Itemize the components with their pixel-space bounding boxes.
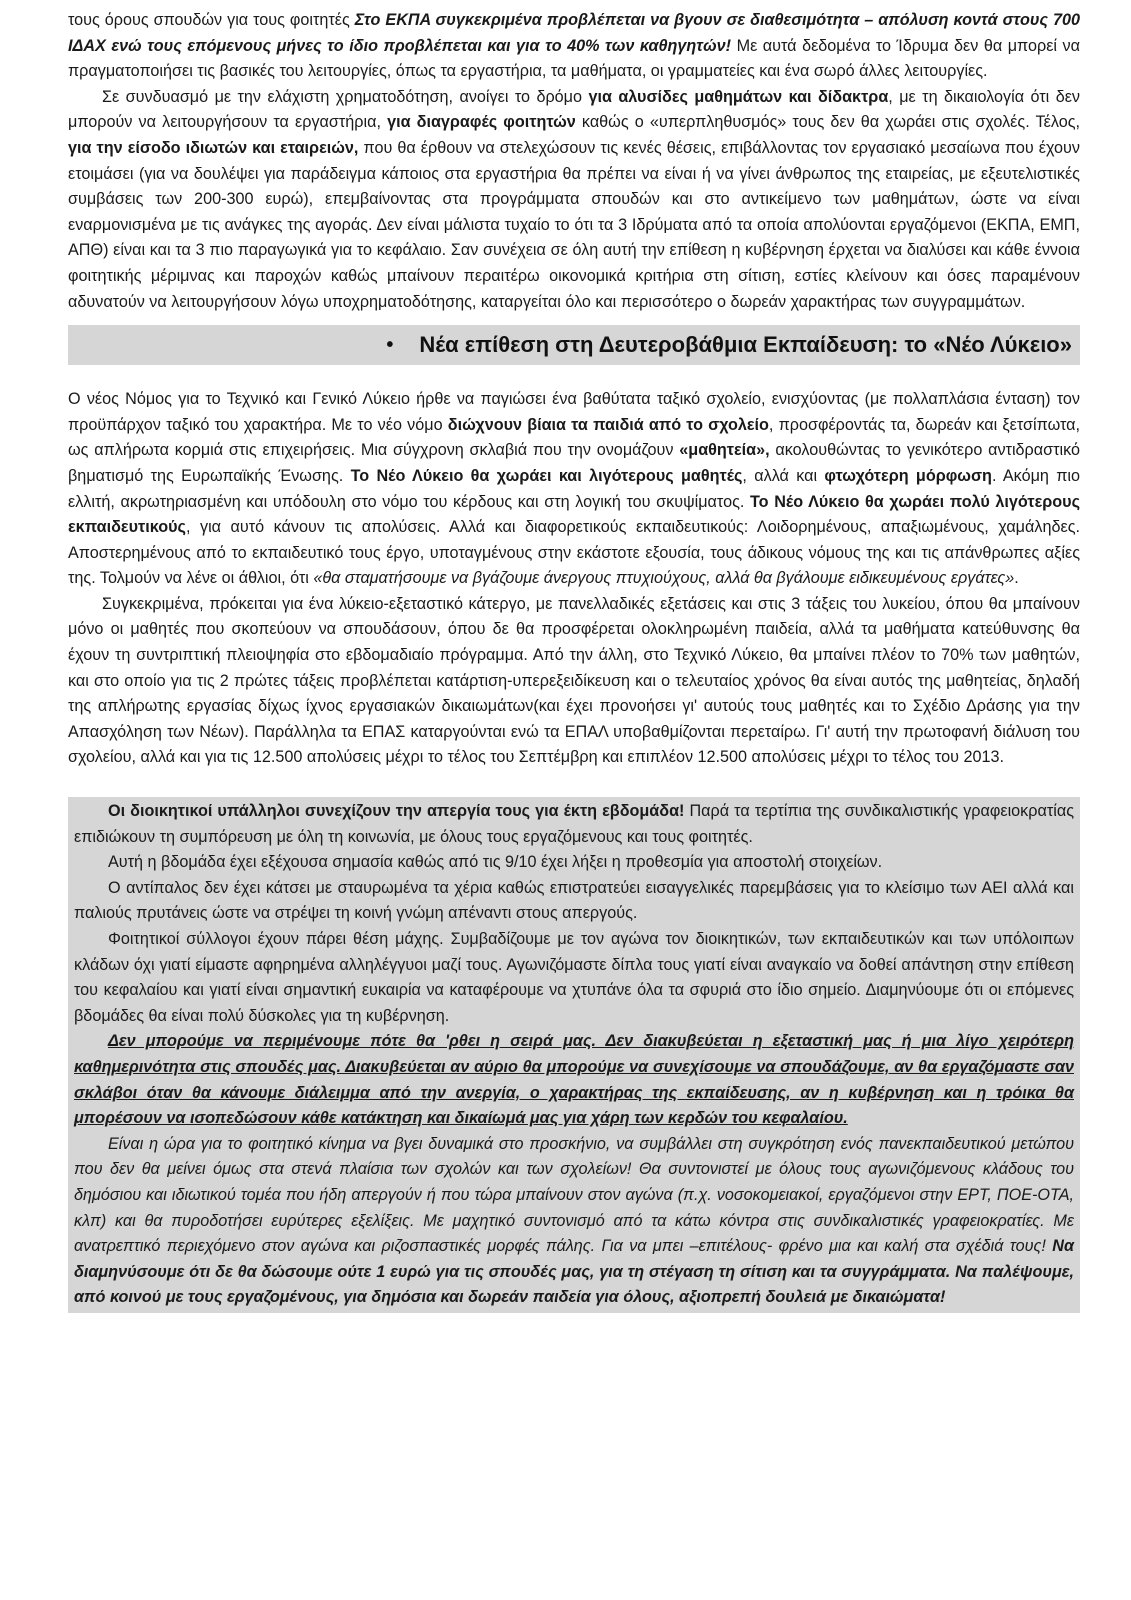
text-run: Συγκεκριμένα, πρόκειται για ένα λύκειο-εξεταστικό κάτεργο, με πανελλαδικές εξετάσεις και στις 3 τάξεις του λυκείου, όπου θα μπαίνουν μόνο οι μαθητές που σκοπεύουν να σπουδάσουν, όπου δε θα προσφέρεται ολοκληρωμένη παιδεία, αλλά τα μαθήματα κατεύθυνσης θα έχουν τη συντριπτική πλειοψηφία στο εβδομαδιαίο πρόγραμμα. Από την άλλη, στο Τεχνικό Λύκειο, θα μπαίνει πλέον το 70% των μαθητών, και στο οποίο για τις 2 πρώτες τάξεις προβλέπεται κατάρτιση-υπερεξειδίκευση και ο τελευταίος χρόνος θα είναι αυτός της μαθητείας, δηλαδή της απλήρωτης εργασίας δίχως ίχνος εργασιακών δικαιωμάτων(και έχει προνοήσει γι' αυτούς τους μαθητές και το Σχέδιο Δράσης για την Απασχόληση των Νέων). Παράλληλα τα ΕΠΑΣ καταργούνται ενώ τα ΕΠΑΛ υποβαθμίζονται περεταίρω. Γι' αυτή την πρωτοφανή διάλυση του σχολείου, αλλά και για τις 12.500 απολύσεις μέχρι το τέλος του Σεπτέμβρη και επιπλέον 12.500 απολύσεις μέχρι το τέλος του 2013. — [68, 594, 1080, 767]
text-run: Ο αντίπαλος δεν έχει κάτσει με σταυρωμένα τα χέρια καθώς επιστρατεύει εισαγγελικές παρεμβάσεις για το κλείσιμο των ΑΕΙ αλλά και παλιούς πρυτάνεις ώστε να στρέψει τη κοινή γνώμη απέναντι στους απεργούς. — [74, 878, 1074, 923]
text-run: Ο νέος Νόμος για το Τεχνικό και Γενικό Λύκειο ήρθε να παγιώσει ένα βαθύτατα ταξικό σχολείο, ενισχύοντας (με πολλαπλάσια ένταση) τον προϋπάρχον ταξικό του χαρακτήρα. Με το νέο νόμο — [68, 390, 1080, 434]
section-secondary-education — [68, 387, 1080, 771]
paragraph — [74, 927, 1074, 1029]
text-run: , με τη δικαιολογία ότι δεν μπορούν να λειτουργήσουν τα εργαστήρια, — [68, 87, 1081, 132]
paragraph — [68, 387, 1080, 592]
text-run: Παρά τα τερτίπια της συνδικαλιστικής γραφειοκρατίας επιδιώκουν τη συμπόρευση με όλη τη κοινωνία, με όλους τους εργαζόμενους και τους φοιτητές. — [74, 802, 1074, 846]
paragraph — [74, 1029, 1074, 1131]
text-run: , προσφέροντάς τα, δωρεάν και ξετσίπωτα, ως απλήρωτα κορμιά στις επιχειρήσεις. Μια σύγχρονη σκλαβιά που την ονομάζουν — [68, 415, 1080, 460]
text-run: . Ακόμη πιο ελλιτή, ακρωτηριασμένη και υπόδουλη στο νόμο του κέρδους και στη λογική του σκυψίματος. — [68, 466, 1080, 511]
section-heading — [68, 325, 1080, 365]
text-run: που θα έρθουν να στελεχώσουν τις κενές θέσεις, επιβάλλοντας τον εργασιακό μεσαίωνα που έχουν ετοιμάσει (για να δουλέψει για παράδειγμα κάποιος στα εργαστήρια θα πρέπει να είναι ή να γίνει άνθρωπος της εταιρείας, με εξευτελιστικές συμβάσεις των 200-300 ευρώ), επεμβαίνοντας στα προγράμματα σπουδών και στο αντικείμενο των μαθημάτων, ώστε να είναι εναρμονισμένα με τις ανάγκες της αγοράς. Δεν είναι μάλιστα τυχαίο το ότι τα 3 Ιδρύματα από τα οποία απολύονται εργαζόμενοι (ΕΚΠΑ, ΕΜΠ, ΑΠΘ) είναι και τα 3 πιο παραγωγικά για το κεφάλαιο. Σαν συνέχεια σε όλη αυτή την επίθεση η κυβέρνηση έρχεται να διαλύσει και κάθε έννοια φοιτητικής μέριμνας και παροχών καθώς μπαίνουν περαιτέρω οικονομικά κριτήρια στη σίτιση, εστίες κλείνουν και όσες παραμένουν αδυνατούν να λειτουργήσουν λόγω υποχρηματοδότησης, καταργείται όλο και περισσότερο ο δωρεάν χαρακτήρας των συγγραμμάτων. — [68, 138, 1080, 311]
text-run: για διαγραφές φοιτητών — [387, 113, 576, 132]
text-run: διώχνουν βίαια τα παιδιά από το σχολείο — [447, 415, 769, 434]
text-run: «μαθητεία», — [679, 441, 770, 460]
text-run: «θα σταματήσουμε να βγάζουμε άνεργους πτυχιούχους, αλλά θα βγάλουμε ειδικευμένους εργάτες» — [313, 569, 1015, 588]
text-run: για την είσοδο ιδιωτών και εταιρειών, — [68, 138, 359, 157]
highlight-box — [68, 797, 1080, 1313]
text-run: Σε συνδυασμό με την ελάχιστη χρηματοδότηση, ανοίγει το δρόμο — [102, 87, 589, 106]
text-run: Φοιτητικοί σύλλογοι έχουν πάρει θέση μάχης. Συμβαδίζουμε με τον αγώνα τον διοικητικών, των εκπαιδευτικών και των υπόλοιπων κλάδων όχι γιατί είμαστε αφηρημένα αλληλέγγυοι μαζί τους. Αγωνιζόμαστε δίπλα τους γιατί είναι αναγκαίο να δοθεί απάντηση στην επίθεση του κεφαλαίου και γιατί είναι σημαντική ευκαιρία να καταφέρουμε να χτυπάνε όλα τα σφυριά στο ίδιο σημείο. Διαμηνύουμε ότι οι επόμενες βδομάδες θα είναι πολύ δύσκολες για τη κυβέρνηση. — [74, 930, 1074, 1025]
text-run: , αλλά και — [742, 466, 825, 485]
paragraph — [74, 1132, 1074, 1311]
heading-title: Νέα επίθεση στη Δευτεροβάθμια Εκπαίδευση: το «Νέο Λύκειο» — [419, 332, 1072, 358]
text-run: Αυτή η βδομάδα έχει εξέχουσα σημασία καθώς από τις 9/10 έχει λήξει η προθεσμία για αποστολή στοιχείων. — [108, 853, 883, 872]
text-run: Οι διοικητικοί υπάλληλοι συνεχίζουν την απεργία τους για έκτη εβδομάδα! — [108, 802, 685, 821]
paragraph — [68, 592, 1080, 771]
text-run: φτωχότερη μόρφωση — [824, 466, 992, 485]
text-run: . — [1014, 569, 1019, 588]
text-run: Να διαμηνύσουμε ότι δε θα δώσουμε ούτε 1 ευρώ για τις σπουδές μας, για τη στέγαση τη σίτιση και τα συγγράμματα. Να παλέψουμε, από κοινού με τους εργαζομένους, για δημόσια και δωρεάν παιδεία για όλους, αξιοπρεπή δουλειά με δικαιώματα! — [74, 1237, 1074, 1307]
paragraph — [74, 799, 1074, 850]
text-run: Το Νέο Λύκειο θα χωράει και λιγότερους μαθητές — [350, 466, 743, 485]
text-run: τους όρους σπουδών για τους φοιτητές — [68, 11, 355, 29]
text-run: καθώς ο «υπερπληθυσμός» τους δεν θα χωράει στις σχολές. Τέλος, — [575, 113, 1080, 132]
paragraph — [68, 8, 1080, 85]
text-run: , για αυτό κάνουν τις απολύσεις. Αλλά και διαφορετικούς εκπαιδευτικούς: Λοιδορημένους, απαξιωμένους, χαμάληδες. Αποστερημένους από το εκπαιδευτικό τους έργο, υποταγμένους στην εκάστοτε εξουσία, τους άδικους νόμους της και τις απάνθρωπες αξίες της. Τολμούν να λένε οι άθλιοι, ότι — [68, 518, 1080, 588]
paragraph — [74, 876, 1074, 927]
text-run: Δεν μπορούμε να περιμένουμε πότε θα 'ρθει η σειρά μας. Δεν διακυβεύεται η εξεταστική μας ή μια λίγο χειρότερη καθημερινότητα στις σπουδές μας. Διακυβεύεται αν αύριο θα μπορούμε να συνεχίσουμε να σπουδάζουμε, αν θα εργαζόμαστε σαν σκλάβοι όταν θα κάνουμε διάλειμμα από την ανεργία, ο χαρακτήρας της εκπαίδευσης, αν η κυβέρνηση και η τρόικα θα μπορέσουν να ισοπεδώσουν κάθε κατάκτηση και δικαίωμά μας για χάρη των κερδών του κεφαλαίου. — [74, 1032, 1074, 1128]
text-run: Το Νέο Λύκειο θα χωράει πολύ λιγότερους εκπαιδευτικούς — [68, 492, 1080, 537]
paragraph — [68, 85, 1080, 315]
bullet-icon: • — [386, 333, 394, 356]
text-run: για αλυσίδες μαθημάτων και δίδακτρα — [588, 87, 889, 106]
text-run: Είναι η ώρα για το φοιτητικό κίνημα να βγει δυναμικά στο προσκήνιο, να συμβάλλει στη συγκρότηση ενός πανεκπαιδευτικού μετώπου που δεν θα μείνει όμως στα στενά πλαίσια των σχολών και των σχολείων! Θα συντονιστεί με όλους τους αγωνιζόμενους κλάδους του δημόσιου και ιδιωτικού τομέα που ήδη απεργούν ή που τώρα μπαίνουν στον αγώνα (π.χ. νοσοκομειακοί, εργαζόμενοι στην ΕΡΤ, ΠΟΕ-ΟΤΑ, κλπ) και θα πυροδοτήσει ευρύτερες εξελίξεις. Με μαχητικό συντονισμό από τα κάτω κόντρα στις συνδικαλιστικές γραφειοκρατίες. Με ανατρεπτικό περιεχόμενο στον αγώνα και ριζοσπαστικές μορφές πάλης. Για να μπει –επιτέλους- φρένο μια και καλή στα σχέδιά τους! — [74, 1134, 1074, 1256]
text-run: ακολουθώντας το γενικότερο αντιδραστικό βηματισμό της Ευρωπαϊκής Ένωσης. — [68, 441, 1080, 485]
text-run: Με αυτά δεδομένα το Ίδρυμα δεν θα μπορεί να πραγματοποιήσει τις βασικές του λειτουργίες, όπως τα εργαστήρια, τα μαθήματα, οι γραμματείες και ένα σωρό άλλες λειτουργίες. — [68, 36, 1080, 81]
text-run: Στο ΕΚΠΑ συγκεκριμένα προβλέπεται να βγουν σε διαθεσιμότητα – απόλυση κοντά στους 700 ΙΔΑΧ ενώ τους επόμενους μήνες το ίδιο προβλέπεται και για το 40% των καθηγητών! — [68, 11, 1080, 55]
document-page — [68, 8, 1080, 1313]
paragraph — [74, 850, 1074, 876]
